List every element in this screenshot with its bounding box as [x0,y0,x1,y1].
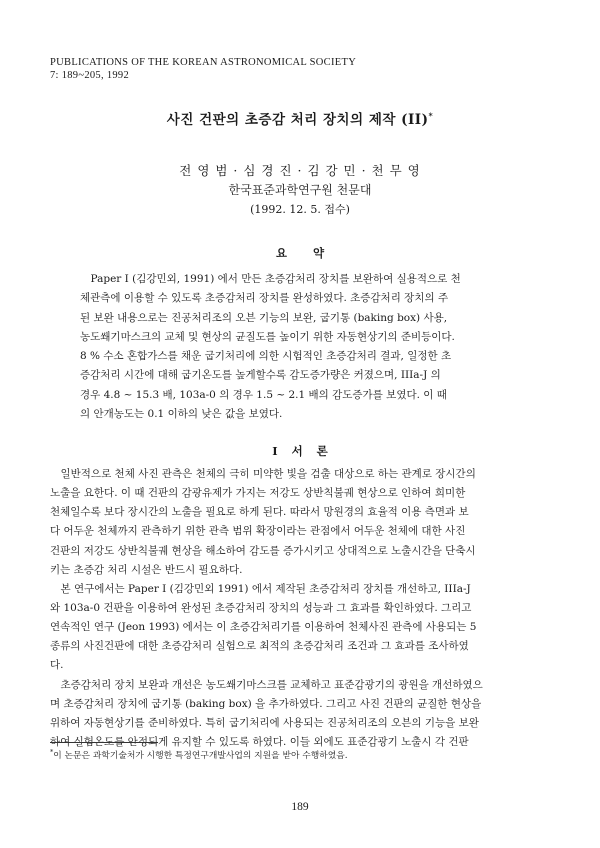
body-line: 하여 실험온도를 안정되게 유지할 수 있도록 하였다. 이들 외에도 표준감광기 노출시 각 건판 [50,735,469,748]
body-line: 와 103a-0 건판을 이용하여 완성된 초증감처리 장치의 성능과 그 효과를 확인하였다. 그리고 [50,601,472,614]
abstract-line: 의 안개농도는 0.1 이하의 낮은 값을 보였다. [80,408,283,421]
body-line: 연속적인 연구 (Jeon 1993) 에서는 이 초증감처리기를 이용하여 천체사진 관측에 사용되는 5 [50,621,477,634]
paper-title [0,108,600,128]
body-line: 건판의 저강도 상반칙불궤 현상을 해소하여 감도를 증가시키고 상대적으로 노출시간을 단축시 [50,544,476,557]
journal-volume: 7: 189~205, 1992 [50,70,130,81]
abstract-heading: 요 약 [275,246,325,260]
abstract-line: 경우 4.8 ~ 15.3 배, 103a-0 의 경우 1.5 ~ 2.1 배의 감도증가를 보였다. 이 때 [80,388,447,401]
abstract-line: 8 % 수소 혼합가스를 채운 굽기처리에 의한 시험적인 초증감처리 결과, 일정한 초 [80,350,452,363]
abstract-line: 농도쐐기마스크의 교체 및 현상의 균질도를 높이기 위한 자동현상기의 준비등이다. [80,330,455,343]
footnote [50,748,348,761]
body-line: 다 어두운 천체까지 관측하기 위한 관측 범위 확장이라는 관점에서 어두운 천체에 대한 사진 [50,525,466,538]
body-line: 키는 초증감 처리 시설은 반드시 필요하다. [50,563,243,576]
journal-header [50,56,356,82]
page-number: 189 [291,801,309,813]
abstract-line: 된 보완 내용으로는 진공처리조의 오븐 기능의 보완, 굽기통 (baking box) 사용, [80,311,448,324]
body-line: 본 연구에서는 Paper I (김강민외 1991) 에서 제작된 초증감처리 장치를 개선하고, IIIa-J [50,582,471,595]
footnote-text: 이 논문은 과학기술처가 시행한 특정연구개발사업의 지원을 받아 수행하였음. [53,751,348,761]
body-text [50,465,555,752]
affiliation: 한국표준과학연구원 천문대 [228,183,372,197]
authors: 전 영 범 · 심 경 진 · 김 강 민 · 천 무 영 [179,163,421,178]
footnote-divider [50,742,158,743]
body-line: 노출을 요한다. 이 때 건판의 감광유제가 가지는 저강도 상반칙불궤 현상으로 인하여 희미한 [50,487,466,500]
paper-title-text: 사진 건판의 초증감 처리 장치의 제작 (II) [166,112,429,128]
body-line: 위하여 자동현상기를 준비하였다. 특히 굽기처리에 사용되는 진공처리조의 오븐의 기능을 보완 [50,716,479,729]
body-line: 일반적으로 천체 사진 관측은 천체의 극히 미약한 빛을 검출 대상으로 하는 관계로 장시간의 [50,468,476,480]
body-line: 종류의 사진건판에 대한 초증감처리 실험으로 최적의 초증감처리 조건과 그 효과를 조사하였 [50,640,469,653]
title-footnote-mark: * [428,110,434,121]
abstract [80,270,520,424]
body-line: 초증감처리 장치 보완과 개선은 농도쐐기마스크를 교체하고 표준감광기의 광원을 개선하였으 [50,678,483,691]
journal-name: PUBLICATIONS OF THE KOREAN ASTRONOMICAL SOCIETY [50,57,357,68]
body-line: 며 초증감처리 장치에 굽기통 (baking box) 을 추가하였다. 그리고 사진 건판의 균질한 현상을 [50,697,482,710]
footnote-mark: * [50,748,54,757]
body-line: 천체일수록 보다 장시간의 노출을 필요로 하게 된다. 따라서 망원경의 효율적 이용 측면과 보 [50,506,469,519]
received-date: (1992. 12. 5. 접수) [250,203,350,216]
abstract-line: 체관측에 이용할 수 있도록 초증감처리 장치를 완성하였다. 초증감처리 장치의 주 [80,292,449,305]
abstract-line: Paper I (김강민외, 1991) 에서 만든 초증감처리 장치를 보완하여 실용적으로 천 [80,273,461,285]
section-heading: I 서 론 [272,444,328,458]
abstract-line: 증감처리 시간에 대해 굽기온도를 높게할수록 감도증가량은 커졌으며, IIIa-J 의 [80,369,441,382]
body-line: 다. [50,659,64,672]
